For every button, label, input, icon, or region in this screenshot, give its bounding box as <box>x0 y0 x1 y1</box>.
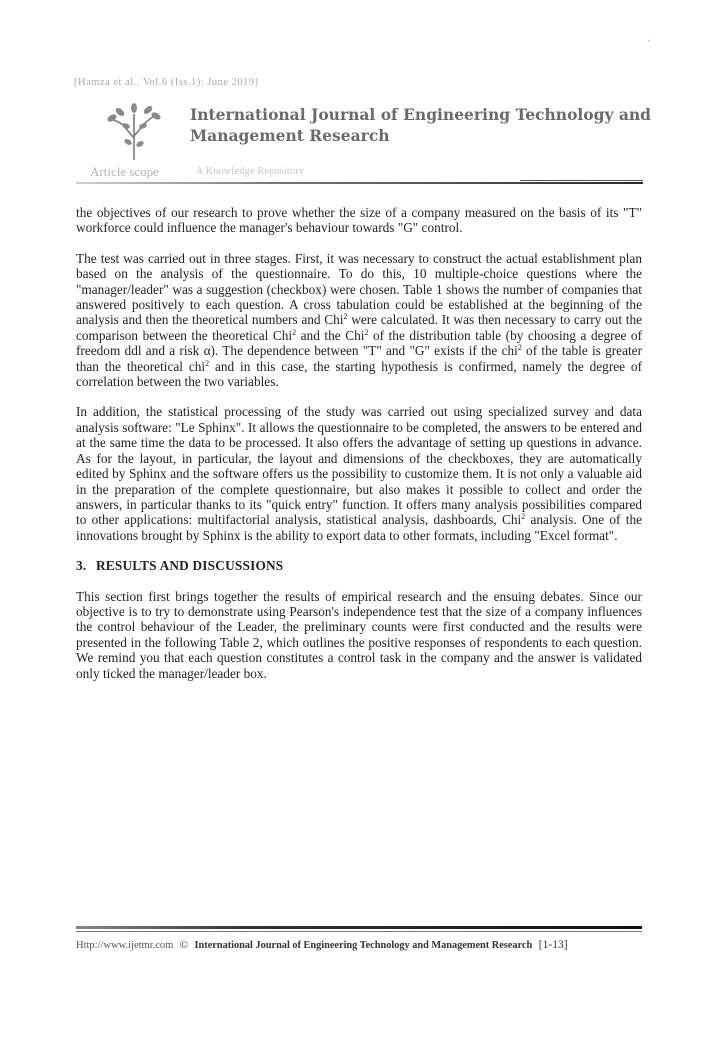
page-mark: · <box>647 36 651 47</box>
footer-url: Http://www.ijetmr.com <box>76 940 174 951</box>
paragraph: In addition, the statistical processing of the study was carried out using specialized survey and data analysis software: "Le Sphinx". It allows the questionnaire to be completed, the answers to be entered and at the same time the data to be processed. It also offers the advantage of setting up questions in advance. As for the layout, in particular, the layout and dimensions of the checkboxes, they are automatically edited by Sphinx and the software offers us the possibility to customize them. It is not only a valuable aid in the preparation of the complete questionnaire, but also makes it possible to collect and order the answers, in particular thanks to its "quick entry" function. It offers many analysis possibilities compared to other applications: multifactorial analysis, statistical analysis, dashboards, Chi$^2$ analysis. One of the innovations brought by Sphinx is the ability to export data to other formats, including "Excel format". <box>76 404 642 543</box>
journal-title-line-2: Management Research <box>190 126 390 145</box>
journal-logo-tree-icon <box>102 100 166 162</box>
paragraph: This section first brings together the results of empirical research and the ensuing debates. Since our objective is to try to demonstrate using Pearson's independence test that the size of a company influences the control behaviour of the Leader, the preliminary counts were first conducted and the results were presented in the following Table 2, which outlines the positive responses of respondents to each question. We remind you that each question constitutes a control task in the company and the answer is validated only ticked the manager/leader box. <box>76 588 642 681</box>
footer-divider <box>76 926 642 929</box>
journal-title <box>190 104 660 146</box>
article-body <box>76 205 642 696</box>
repository-label: A Knowledge Repository <box>196 166 305 177</box>
header-divider <box>76 182 643 184</box>
copyright-symbol: © <box>179 940 188 951</box>
page-footer <box>76 939 642 951</box>
footer-divider-thin <box>76 931 642 932</box>
footer-journal-name: International Journal of Engineering Technology and Management Research <box>194 940 533 951</box>
section-heading <box>76 558 642 573</box>
section-title: RESULTS AND DISCUSSIONS <box>96 558 284 574</box>
journal-title-line-1: International Journal of Engineering Technology and <box>190 105 652 124</box>
citation-header: [Hamza et al., Vol.6 (Iss.1): June 2019] <box>74 77 259 88</box>
article-scope-label: Article scope <box>90 164 159 179</box>
paragraph: The test was carried out in three stages. First, it was necessary to construct the actual establishment plan based on the analysis of the questionnaire. To do this, 10 multiple-choice questions where the "manager/leader" was a suggestion (checkbox) were chosen. Table 1 shows the number of companies that answered positively to each question. A cross tabulation could be established at the beginning of the analysis and then the theoretical numbers and Chi$^2$ were calculated. It was then necessary to carry out the comparison between the theoretical Chi$^2$ and the Chi$^2$ of the distribution table (by choosing a degree of freedom ddl and a risk α). The dependence between "T" and "G" exists if the chi$^2$ of the table is greater than the theoretical chi$^2$ and in this case, the starting hypothesis is confirmed, namely the degree of correlation between the two variables. <box>76 250 642 390</box>
paragraph: the objectives of our research to prove whether the size of a company measured on the basis of its "T" workforce could influence the manager's behaviour towards "G" control. <box>76 205 642 236</box>
section-number: 3. <box>76 558 87 574</box>
header-divider-accent <box>520 180 643 181</box>
footer-page-range: [1-13] <box>538 939 568 951</box>
